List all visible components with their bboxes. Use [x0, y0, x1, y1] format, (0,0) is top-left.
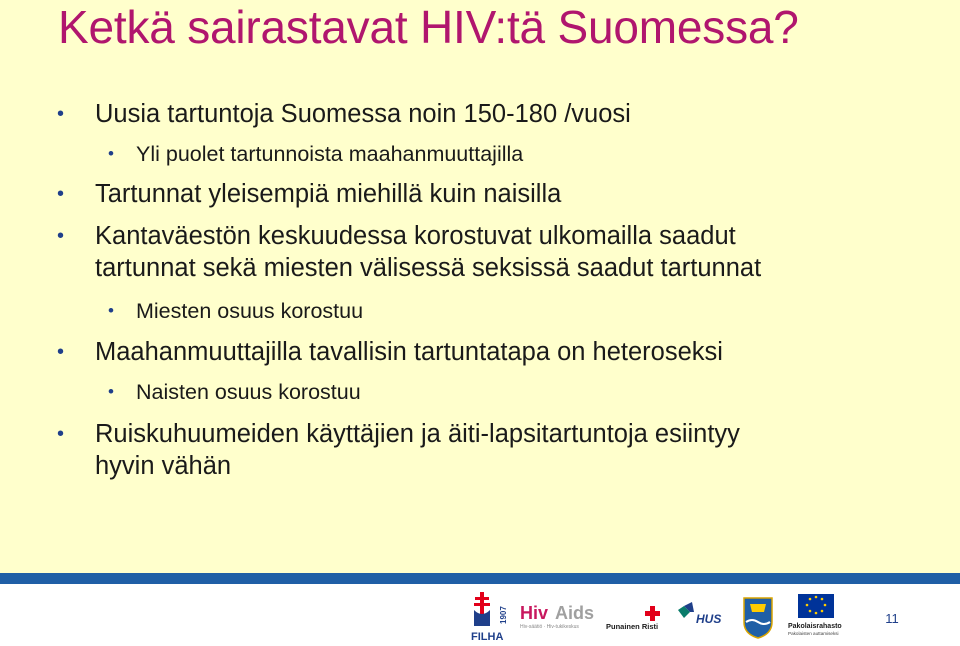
bullet-dot-icon: •: [57, 103, 65, 125]
bullet-text: Naisten osuus korostuu: [136, 380, 361, 404]
hus-logo: [674, 588, 734, 644]
bullet-dot-icon: •: [108, 144, 114, 163]
sub-bullet-item: [108, 297, 364, 325]
bullet-text-line: hyvin vähän: [95, 452, 232, 480]
bullet-dot-icon: •: [57, 423, 65, 445]
bullet-dot-icon: •: [57, 183, 65, 205]
filha-logo: [468, 588, 514, 644]
bullet-item: [57, 220, 762, 284]
bullet-dot-icon: •: [57, 341, 65, 363]
red-cross-logo: [604, 588, 670, 644]
sub-bullet-item: [108, 140, 524, 168]
bullet-item: [57, 418, 740, 482]
bullet-dot-icon: •: [57, 225, 65, 247]
red-cross-name: Punainen Risti: [606, 622, 659, 631]
aids-text: Aids: [555, 603, 595, 623]
filha-name: FILHA: [471, 631, 504, 643]
hiv-text: Hiv: [520, 603, 549, 623]
bullet-text: Uusia tartuntoja Suomessa noin 150-180 /vuosi: [95, 100, 631, 128]
bullet-dot-icon: •: [108, 382, 114, 401]
filha-year: 1907: [499, 606, 508, 624]
pakolaisrahasto-logo: [786, 588, 848, 644]
partner-logos: [468, 588, 848, 644]
bullet-dot-icon: •: [108, 301, 114, 320]
bullet-item: [57, 98, 631, 130]
hivaids-logo: [518, 588, 598, 644]
hivaids-sub: Hiv-säätiö · Hiv-tukikeskus: [520, 624, 579, 630]
bullet-text: Tartunnat yleisempiä miehillä kuin naisilla: [95, 180, 562, 208]
slide-title: Ketkä sairastavat HIV:tä Suomessa?: [58, 1, 799, 53]
bullet-text: Maahanmuuttajilla tavallisin tartuntatapa on heteroseksi: [95, 338, 723, 366]
pakolaisrahasto-sub: Pakolaisten auttamiseksi: [788, 631, 839, 636]
pakolaisrahasto-name: Pakolaisrahasto: [788, 623, 842, 630]
bullet-item: [57, 178, 562, 210]
hus-name: HUS: [696, 612, 722, 626]
sub-bullet-item: [108, 378, 361, 406]
page-number: 11: [885, 611, 899, 626]
bullet-text: Yli puolet tartunnoista maahanmuuttajilla: [136, 142, 524, 166]
bullet-item: [57, 336, 723, 368]
helsinki-crest-icon: [738, 588, 778, 644]
bullet-text-line: Kantaväestön keskuudessa korostuvat ulkomailla saadut: [95, 222, 736, 250]
bullet-text-line: Ruiskuhuumeiden käyttäjien ja äiti-lapsitartuntoja esiintyy: [95, 420, 740, 448]
bullet-text: Miesten osuus korostuu: [136, 299, 364, 323]
footer-bar: [0, 573, 960, 584]
bullet-text-line: tartunnat sekä miesten välisessä seksissä saadut tartunnat: [95, 254, 762, 282]
